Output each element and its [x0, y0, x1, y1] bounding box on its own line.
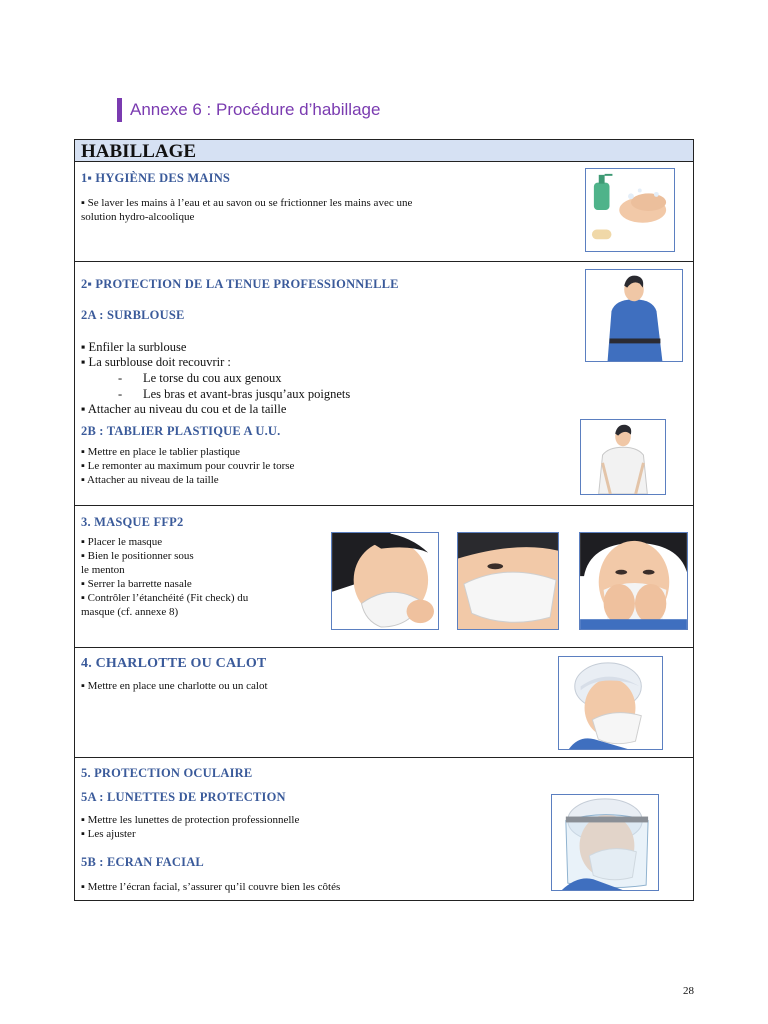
list-item: ▪ Mettre en place le tablier plastique: [81, 446, 241, 458]
list-dash: -: [118, 371, 123, 385]
text-line: solution hydro-alcoolique: [81, 211, 195, 223]
list-item: ▪ La surblouse doit recouvrir :: [81, 355, 231, 369]
gown-image: [585, 269, 683, 362]
list-item: Le torse du cou aux genoux: [143, 371, 282, 385]
section-heading: 3. MASQUE FFP2: [81, 515, 184, 529]
list-item: masque (cf. annexe 8): [81, 606, 179, 618]
list-item: ▪ Les ajuster: [81, 828, 136, 840]
list-item: ▪ Bien le positionner sous: [81, 550, 194, 562]
subsection-heading-face-shield: 5B : ECRAN FACIAL: [81, 855, 204, 869]
list-item: ▪ Attacher au niveau de la taille: [81, 474, 219, 486]
list-item: ▪ Le remonter au maximum pour couvrir le torse: [81, 460, 295, 472]
section-eye-protection: [75, 758, 693, 902]
section-cap: [75, 648, 693, 757]
page-number: 28: [683, 985, 694, 997]
list-dash: -: [118, 387, 123, 401]
section-heading: 2▪ PROTECTION DE LA TENUE PROFESSIONNELLE: [81, 277, 399, 291]
hand-washing-image: [585, 168, 675, 252]
subsection-heading-apron: 2B : TABLIER PLASTIQUE A U.U.: [81, 424, 281, 438]
list-item: Les bras et avant-bras jusqu’aux poignets: [143, 387, 351, 401]
list-item: le menton: [81, 564, 125, 576]
section-ffp2-mask: [75, 506, 693, 647]
cap-image: [558, 656, 663, 750]
annex-title: [117, 97, 380, 123]
section-heading: 5. PROTECTION OCULAIRE: [81, 766, 253, 780]
section-heading: 4. CHARLOTTE OU CALOT: [81, 656, 267, 671]
list-item: ▪ Attacher au niveau du cou et de la taille: [81, 402, 287, 416]
list-item: ▪ Contrôler l’étanchéité (Fit check) du: [81, 592, 249, 604]
annex-title-text: Annexe 6 : Procédure d’habillage: [130, 100, 381, 119]
section-clothing-protection: [75, 262, 693, 505]
list-item: ▪ Serrer la barrette nasale: [81, 578, 192, 590]
list-item: ▪ Mettre en place une charlotte ou un calot: [81, 680, 268, 692]
mask-positioning-image: [457, 532, 559, 630]
section-heading: 1▪ HYGIÈNE DES MAINS: [81, 171, 231, 185]
face-shield-image: [551, 794, 659, 891]
plastic-apron-image: [580, 419, 666, 495]
list-item: ▪ Placer le masque: [81, 536, 163, 548]
dressing-procedure-table: [74, 139, 694, 901]
title-accent-bar: [117, 98, 122, 122]
mask-placing-image: [331, 532, 439, 630]
table-header: [75, 140, 693, 162]
list-item: ▪ Enfiler la surblouse: [81, 340, 187, 354]
subsection-heading-gown: 2A : SURBLOUSE: [81, 308, 185, 322]
section-hand-hygiene: [75, 162, 693, 261]
list-item: ▪ Mettre l’écran facial, s’assurer qu’il couvre bien les côtés: [81, 881, 341, 893]
subsection-heading-goggles: 5A : LUNETTES DE PROTECTION: [81, 790, 286, 804]
fit-check-image: [579, 532, 688, 630]
list-item: ▪ Mettre les lunettes de protection professionnelle: [81, 814, 300, 826]
table-header-text: HABILLAGE: [81, 141, 197, 162]
text-line: ▪ Se laver les mains à l’eau et au savon ou se frictionner les mains avec une: [81, 197, 413, 209]
